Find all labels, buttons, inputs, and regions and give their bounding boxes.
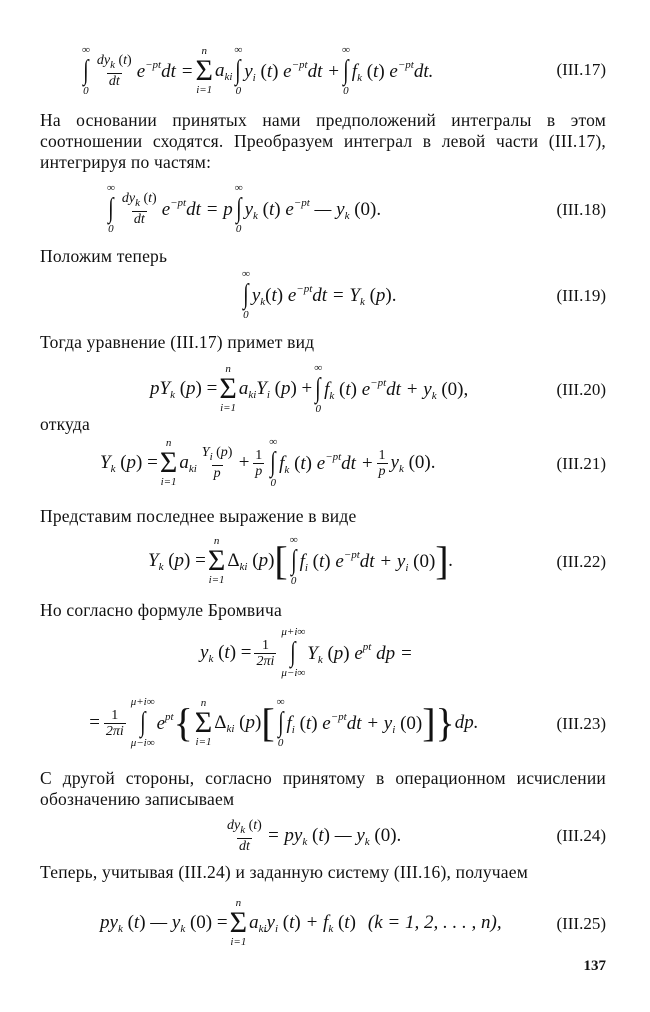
equation-III-24: $\frac{dy_k (t)}{dt}$ = $py_k$ (t) — $y_k$ (0). (III.24) (227, 818, 606, 854)
equation-III-23-line2: = $\frac{1}{2\pi i}$ μ+i∞ ∫ μ−i∞ $e^{pt}$ { n Σ i=1 $\Delta_{ki}$ (p) [ ∞ ∫ 0 $f_i$ (t) $e^{-pt}dt + y_i$ (0) ] } dp. (III.23) (88, 696, 606, 749)
equation-III-21: $Y_k$ (p) = n Σ i=1 $a_{ki}$ $\frac{Y_i (p)}{p}$ + $\frac{1}{p}$ ∞ ∫ 0 $f_k$ (t) $e^{-pt}dt$ + $\frac{1}{p}$ $y_k$ (0). (III.21) (100, 436, 606, 489)
equation-III-20: $pY_k$ (p) = n Σ i=1 $a_{ki}Y_i$ (p) + ∞ ∫ 0 $f_k$ (t) $e^{-pt}dt + y_k$ (0), (III.20) (150, 362, 606, 415)
equation-number: (III.24) (556, 826, 606, 845)
paragraph: Теперь, учитывая (III.24) и заданную систему (III.16), получаем (40, 862, 529, 882)
paragraph: С другой стороны, согласно принятому в операционном исчислении обозначению записываем (40, 768, 606, 809)
equation-number: (III.21) (556, 454, 606, 473)
equation-III-25: $py_k$ (t) — $y_k$ (0) = n Σ i=1 $a_{ki}y_i$ $(t) + f_k$ (t) (k = 1, 2, . . . , n), (III.25) (100, 897, 606, 948)
integral-sign: ∞ ∫ 0 (82, 44, 90, 97)
equation-number: (III.25) (556, 914, 606, 933)
equation-number: (III.17) (556, 60, 606, 79)
paragraph: откуда (40, 414, 90, 434)
equation-number: (III.22) (556, 552, 606, 571)
equation-number: (III.19) (556, 286, 606, 305)
page-number: 137 (583, 958, 606, 974)
equation-III-22: $Y_k$ (p) = n Σ i=1 $\Delta_{ki}$ (p) [ ∞ ∫ 0 $f_i$ (t) $e^{-pt}dt + y_i$ (0) ] . (III.22) (148, 534, 606, 587)
paragraph: Положим теперь (40, 246, 168, 266)
equation-III-17: ∞ ∫ 0 $\frac{dy_k (t)}{dt}$ $e^{-pt}dt$ = n Σ i=1 $a_{ki}$ ∞ ∫ 0 $y_i$ (t) $e^{-pt}dt$ + ∞ ∫ 0 $f_k$ (t) $e^{-pt}dt$. (III.17) (82, 44, 606, 97)
paragraph: Представим последнее выражение в виде (40, 506, 357, 526)
sum-sign: n Σ i=1 (195, 45, 213, 96)
k-range: (k = 1, 2, . . . , n), (367, 912, 502, 933)
equation-number: (III.23) (556, 714, 606, 733)
equation-III-23-line1: $y_k$ (t) = $\frac{1}{2\pi i}$ μ+i∞ ∫ μ−i∞ $Y_k$ (p) $e^{pt}$ dp = (200, 626, 413, 679)
paragraph: Тогда уравнение (III.17) примет вид (40, 332, 315, 352)
equation-III-18: ∞ ∫ 0 $\frac{dy_k (t)}{dt}$ $e^{-pt}dt = p$ ∞ ∫ 0 $y_k$ (t) $e^{-pt}$ — $y_k$ (0). (III.18) (107, 182, 606, 235)
paragraph: Но согласно формуле Бромвича (40, 600, 282, 620)
equation-III-19: ∞ ∫ 0 $y_k(t) e^{-pt}dt = Y_k$ (p). (III.19) (242, 268, 606, 321)
equation-number: (III.18) (556, 200, 606, 219)
paragraph: На основании принятых нами предположений интегралы в этом соотношении сходятся. Преобразуем интеграл в левой части (III.17), интегрируя по частям: (40, 110, 606, 172)
equation-number: (III.20) (556, 380, 606, 399)
